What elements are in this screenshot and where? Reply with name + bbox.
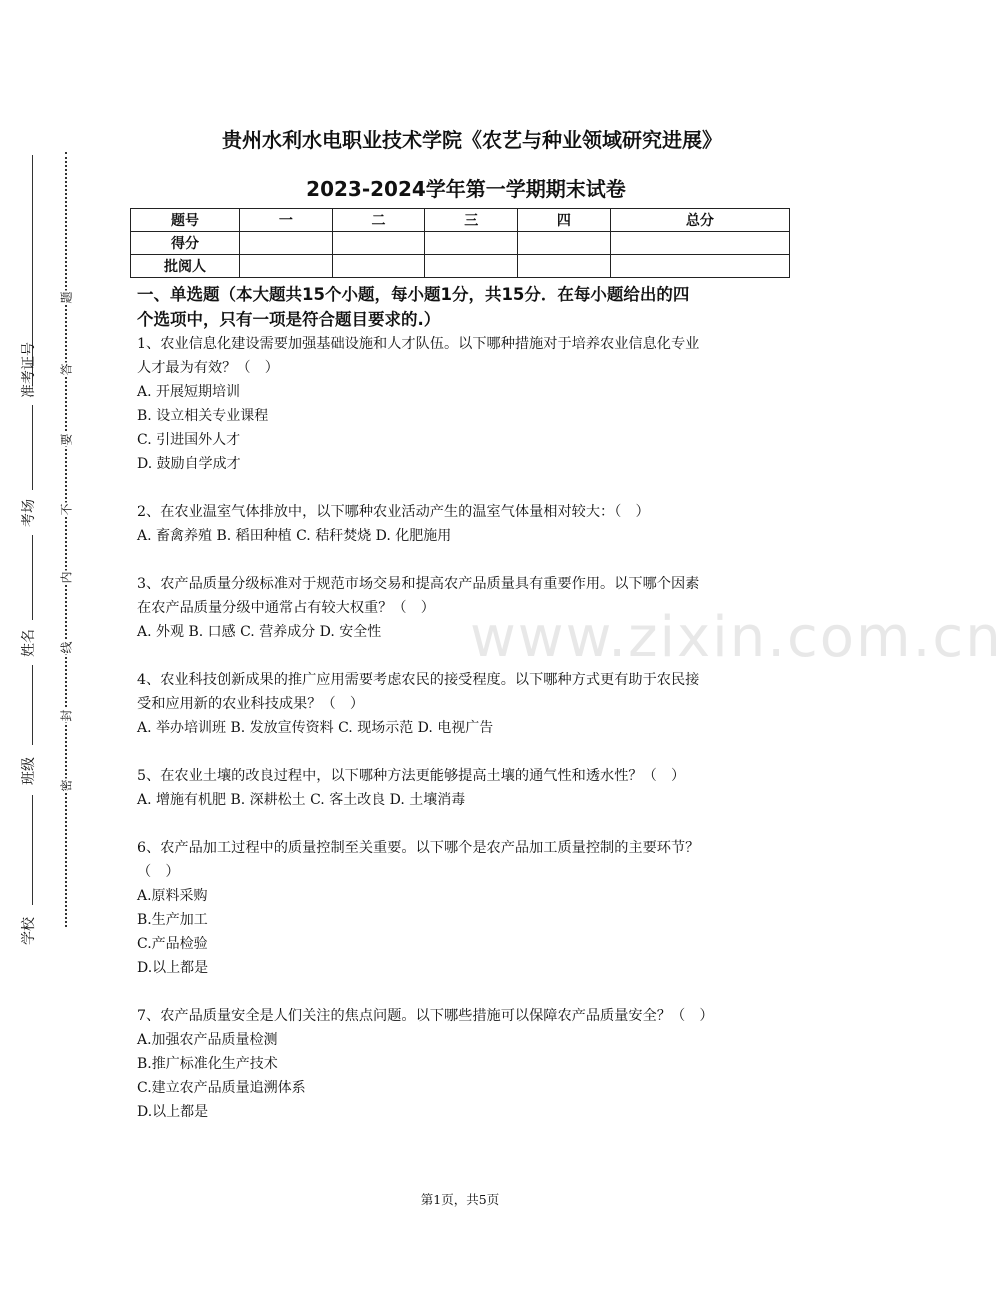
seal-char: 密 [57,779,76,793]
field-line-exam-room [32,405,33,490]
field-line-school [32,795,33,905]
field-label-exam-room: 考场 [21,499,37,527]
question-stem: 2、在农业温室气体排放中，以下哪种农业活动产生的温室气体量相对较大：（ ） [137,504,650,520]
score-header-cell: 二 [332,209,425,232]
question-option: A. 开展短期培训 [137,384,241,400]
question-option: C.建立农产品质量追溯体系 [137,1080,306,1096]
seal-char: 不 [57,503,76,517]
question-stem: 受和应用新的农业科技成果？（ ） [137,696,365,712]
score-table-row-score [131,232,790,255]
score-cell [425,232,518,255]
question-option: D.以上都是 [137,1104,209,1120]
field-line-class [32,665,33,745]
question-option: A.原料采购 [137,888,208,904]
score-cell [332,232,425,255]
field-label-class: 班级 [21,757,37,785]
exam-content [137,282,787,1124]
question-stem: 7、农产品质量安全是人们关注的焦点问题。以下哪些措施可以保障农产品质量安全？（ ） [137,1008,714,1024]
seal-char: 封 [57,709,76,723]
question-5 [137,764,787,812]
section-heading: 一、单选题（本大题共15个小题，每小题1分，共15分．在每小题给出的四 [137,285,690,304]
seal-char: 题 [57,291,76,305]
grader-cell [425,255,518,278]
field-label-name: 姓名 [21,629,37,657]
grader-row-label: 批阅人 [131,255,240,278]
score-header-cell: 题号 [131,209,240,232]
question-stem: 6、农产品加工过程中的质量控制至关重要。以下哪个是农产品加工质量控制的主要环节？ [137,840,700,856]
page-number: 第1页，共5页 [420,1192,500,1207]
question-stem: （ ） [137,864,180,880]
seal-char: 线 [57,641,76,655]
seal-char: 要 [57,433,76,447]
watermark: www.zixin.com.cn [470,605,1003,670]
score-table-header-row [131,209,790,232]
question-stem: 5、在农业土壤的改良过程中，以下哪种方法更能够提高土壤的通气性和透水性？（ ） [137,768,686,784]
exam-subtitle: 2023-2024学年第一学期期末试卷 [306,177,626,201]
seal-char: 内 [57,571,76,585]
seal-char: 答 [57,363,76,377]
question-7 [137,1004,787,1124]
seal-dotted-line [65,152,67,927]
question-4 [137,668,787,740]
score-table-row-grader [131,255,790,278]
grader-cell [332,255,425,278]
question-option: D. 鼓励自学成才 [137,456,241,472]
grader-cell [610,255,789,278]
question-option: C. 引进国外人才 [137,432,241,448]
question-option: B.推广标准化生产技术 [137,1056,278,1072]
question-options: A. 畜禽养殖 B. 稻田种植 C. 秸秆焚烧 D. 化肥施用 [137,528,452,544]
score-header-cell: 一 [240,209,333,232]
field-label-school: 学校 [21,917,37,945]
score-table [130,208,790,278]
field-line-name [32,535,33,620]
question-stem: 1、农业信息化建设需要加强基础设施和人才队伍。以下哪种措施对于培养农业信息化专业 [137,336,700,352]
score-row-label: 得分 [131,232,240,255]
score-cell [240,232,333,255]
question-stem: 人才最为有效？（ ） [137,360,279,376]
question-1 [137,332,787,476]
question-option: B. 设立相关专业课程 [137,408,269,424]
question-3 [137,572,787,644]
question-option: D.以上都是 [137,960,209,976]
question-option: B.生产加工 [137,912,208,928]
score-header-cell: 总分 [610,209,789,232]
score-cell [610,232,789,255]
exam-title: 贵州水利水电职业技术学院《农艺与种业领域研究进展》 [222,128,722,152]
score-header-cell: 四 [518,209,611,232]
grader-cell [518,255,611,278]
question-options: A. 外观 B. 口感 C. 营养成分 D. 安全性 [137,624,382,640]
section-heading: 个选项中，只有一项是符合题目要求的.） [137,310,441,329]
question-stem: 3、农产品质量分级标准对于规范市场交易和提高农产品质量具有重要作用。以下哪个因素 [137,576,700,592]
question-option: A.加强农产品质量检测 [137,1032,278,1048]
question-stem: 4、农业科技创新成果的推广应用需要考虑农民的接受程度。以下哪种方式更有助于农民接 [137,672,700,688]
grader-cell [240,255,333,278]
question-stem: 在农产品质量分级中通常占有较大权重？（ ） [137,600,435,616]
score-cell [518,232,611,255]
field-label-exam-number: 准考证号 [21,342,37,398]
question-option: C.产品检验 [137,936,208,952]
question-options: A. 增施有机肥 B. 深耕松土 C. 客土改良 D. 土壤消毒 [137,792,466,808]
question-2 [137,500,787,548]
question-6 [137,836,787,980]
score-header-cell: 三 [425,209,518,232]
question-options: A. 举办培训班 B. 发放宣传资料 C. 现场示范 D. 电视广告 [137,720,494,736]
